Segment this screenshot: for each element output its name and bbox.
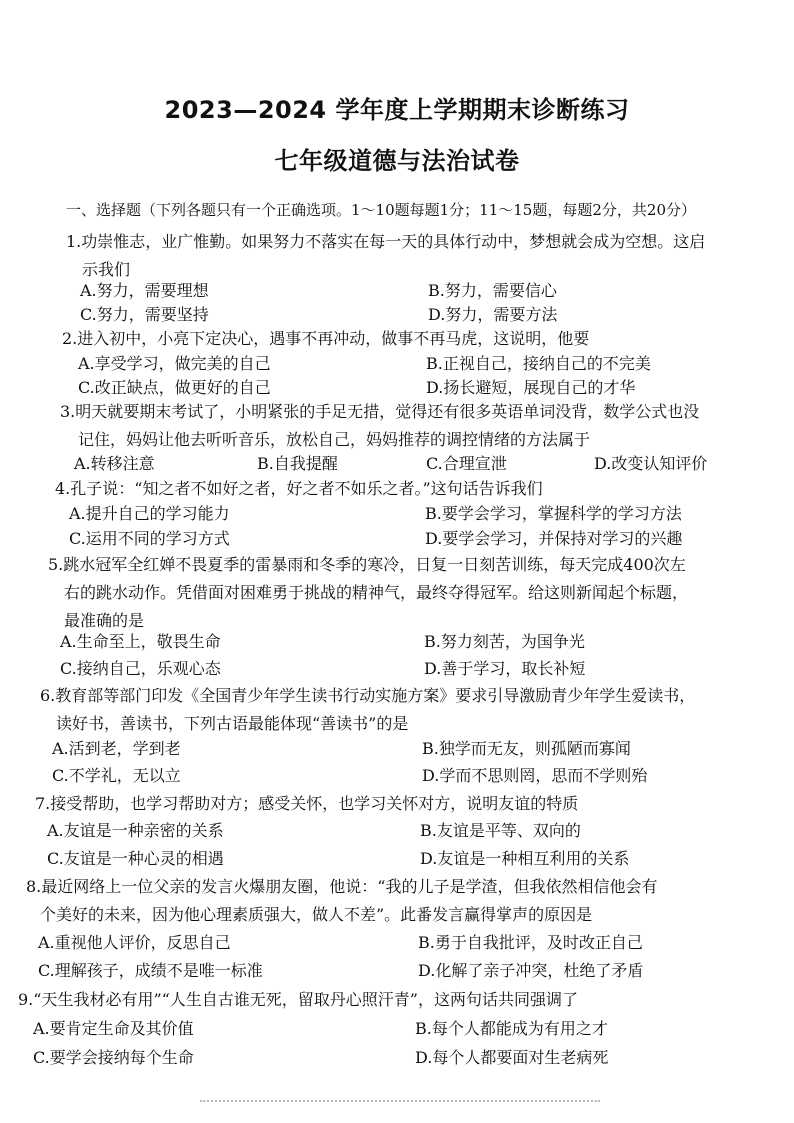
option-c[interactable]: C.改正缺点，做更好的自己 <box>78 378 271 397</box>
question-6 <box>40 682 695 738</box>
question-7 <box>35 790 578 818</box>
option-d[interactable]: D.友谊是一种相互利用的关系 <box>420 849 630 868</box>
question-2 <box>62 325 589 353</box>
exam-title: 2023—2024 学年度上学期期末诊断练习 <box>164 96 630 124</box>
option-a[interactable]: A.提升自己的学习能力 <box>69 504 230 523</box>
question-3 <box>60 398 699 454</box>
question-stem-line: 右的跳水动作。凭借面对困难勇于挑战的精神气，最终夺得冠军。给这则新闻起个标题， <box>64 583 689 602</box>
question-stem-line: 示我们 <box>82 260 131 279</box>
option-c[interactable]: C.要学会接纳每个生命 <box>33 1048 194 1067</box>
option-d[interactable]: D.改变认知评价 <box>594 454 708 473</box>
option-d[interactable]: D.善于学习，取长补短 <box>424 659 586 678</box>
option-c[interactable]: C.理解孩子，成绩不是唯一标准 <box>38 961 263 980</box>
question-4 <box>55 475 543 503</box>
question-stem-line: 6.教育部等部门印发《全国青少年学生读书行动实施方案》要求引导激励青少年学生爱读书， <box>40 686 696 705</box>
question-5 <box>48 551 689 635</box>
option-a[interactable]: A.享受学习，做完美的自己 <box>78 354 271 373</box>
option-b[interactable]: B.友谊是平等、双向的 <box>420 821 581 840</box>
option-b[interactable]: B.独学而无友，则孤陋而寡闻 <box>422 739 631 758</box>
question-stem-line: 2.进入初中，小亮下定决心，遇事不再冲动，做事不再马虎，这说明，他要 <box>62 329 590 348</box>
option-b[interactable]: B.正视自己，接纳自己的不完美 <box>426 354 651 373</box>
option-d[interactable]: D.学而不思则罔，思而不学则殆 <box>422 766 648 785</box>
option-a[interactable]: A.努力，需要理想 <box>80 281 209 300</box>
option-d[interactable]: D.每个人都要面对生老病死 <box>415 1048 609 1067</box>
option-d[interactable]: D.努力，需要方法 <box>428 305 558 324</box>
option-b[interactable]: B.勇于自我批评，及时改正自己 <box>418 933 643 952</box>
option-a[interactable]: A.要肯定生命及其价值 <box>33 1019 194 1038</box>
option-c[interactable]: C.合理宣泄 <box>426 454 507 473</box>
question-1 <box>66 228 705 284</box>
question-9 <box>18 986 578 1014</box>
option-a[interactable]: A.生命至上，敬畏生命 <box>60 632 221 651</box>
option-a[interactable]: A.友谊是一种亲密的关系 <box>47 821 224 840</box>
question-stem-line: 3.明天就要期末考试了，小明紧张的手足无措，觉得还有很多英语单词没背，数学公式也没 <box>60 402 700 421</box>
option-c[interactable]: C.运用不同的学习方式 <box>69 529 230 548</box>
question-stem-line: 9.“天生我材必有用”“人生自古谁无死，留取丹心照汗青”，这两句话共同强调了 <box>18 990 578 1009</box>
option-c[interactable]: C.努力，需要坚持 <box>80 305 209 324</box>
option-b[interactable]: B.每个人都能成为有用之才 <box>415 1019 608 1038</box>
question-stem-line: 个美好的未来，因为他心理素质强大，做人不差”。此番发言赢得掌声的原因是 <box>40 905 593 924</box>
question-stem-line: 8.最近网络上一位父亲的发言火爆朋友圈，他说：“我的儿子是学渣，但我依然相信他会有 <box>26 877 658 896</box>
option-a[interactable]: A.转移注意 <box>74 454 155 473</box>
option-b[interactable]: B.努力刻苦，为国争光 <box>424 632 585 651</box>
option-c[interactable]: C.不学礼，无以立 <box>52 766 181 785</box>
option-a[interactable]: A.活到老，学到老 <box>52 739 181 758</box>
option-b[interactable]: B.要学会学习，掌握科学的学习方法 <box>425 504 682 523</box>
page-footer-divider <box>200 1100 600 1112</box>
question-stem-line: 记住，妈妈让他去听听音乐，放松自己，妈妈推荐的调控情绪的方法属于 <box>78 430 591 449</box>
option-d[interactable]: D.扬长避短，展现自己的才华 <box>426 378 636 397</box>
exam-subtitle: 七年级道德与法治试卷 <box>274 147 520 175</box>
option-c[interactable]: C.友谊是一种心灵的相遇 <box>47 849 224 868</box>
option-b[interactable]: B.自我提醒 <box>257 454 338 473</box>
question-stem-line: 7.接受帮助，也学习帮助对方；感受关怀，也学习关怀对方，说明友谊的特质 <box>35 794 579 813</box>
question-stem-line: 1.功崇惟志，业广惟勤。如果努力不落实在每一天的具体行动中，梦想就会成为空想。这启 <box>66 232 706 251</box>
option-d[interactable]: D.化解了亲子冲突，杜绝了矛盾 <box>418 961 644 980</box>
question-stem-line: 4.孔子说：“知之者不如好之者，好之者不如乐之者。”这句话告诉我们 <box>55 479 543 498</box>
section-heading: 一、选择题（下列各题只有一个正确选项。1～10题每题1分；11～15题，每题2分，共20分） <box>66 201 696 219</box>
option-c[interactable]: C.接纳自己，乐观心态 <box>60 659 221 678</box>
option-a[interactable]: A.重视他人评价，反思自己 <box>38 933 231 952</box>
option-b[interactable]: B.努力，需要信心 <box>428 281 557 300</box>
question-stem-line: 5.跳水冠军全红婵不畏夏季的雷暴雨和冬季的寒冷，日复一日刻苦训练，每天完成400次左 <box>48 555 686 574</box>
question-stem-line: 最准确的是 <box>64 611 145 630</box>
question-8 <box>26 873 657 929</box>
question-stem-line: 读好书，善读书，下列古语最能体现“善读书”的是 <box>56 714 409 733</box>
option-d[interactable]: D.要学会学习，并保持对学习的兴趣 <box>425 529 683 548</box>
